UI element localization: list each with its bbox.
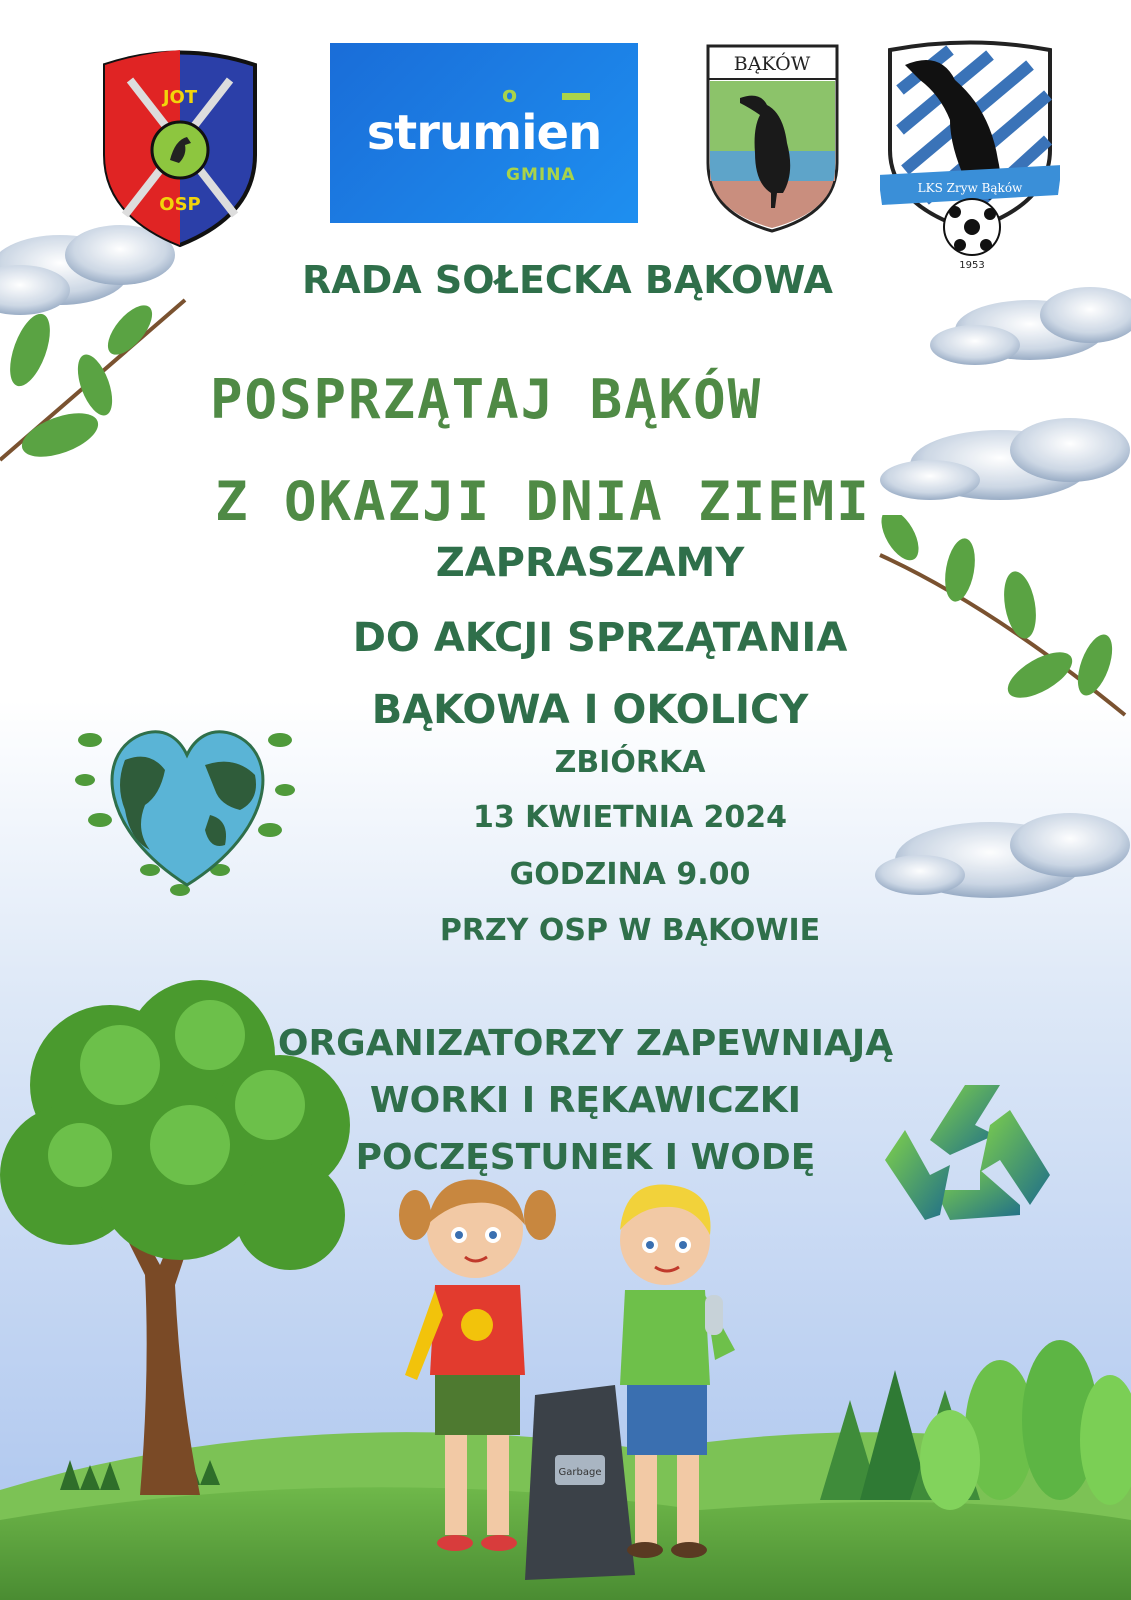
garbage-bag-label: Garbage — [558, 1467, 602, 1478]
bakow-crest-label: BĄKÓW — [733, 53, 811, 75]
provided-line1: ORGANIZATORZY ZAPEWNIAJĄ — [277, 1023, 894, 1064]
strumien-mark-dash — [562, 93, 590, 100]
garbage-bag — [525, 1385, 635, 1580]
osp-crest-top-text: JOT — [162, 87, 198, 108]
lks-year: 1953 — [959, 260, 985, 271]
organizer-heading: RADA SOŁECKA BĄKOWA — [302, 258, 833, 302]
cloud-right-3 — [875, 813, 1130, 898]
earth-heart-icon — [70, 700, 305, 900]
event-title-line2: Z OKAZJI DNIA ZIEMI — [215, 470, 871, 533]
strumien-gmina-label: GMINA — [506, 165, 576, 185]
invite-line1: ZAPRASZAMY — [435, 540, 745, 586]
strumien-mark-o: o — [502, 83, 518, 108]
lks-zryw-crest-logo — [880, 40, 1060, 275]
osp-crest-logo — [95, 45, 265, 250]
meeting-label: ZBIÓRKA — [554, 745, 706, 780]
osp-crest-bottom-text: OSP — [159, 194, 201, 215]
lks-banner-text: LKS Zryw Bąków — [917, 181, 1023, 195]
invite-line2: DO AKCJI SPRZĄTANIA — [352, 615, 848, 661]
meeting-place: PRZY OSP W BĄKOWIE — [439, 913, 821, 948]
provided-line3: POCZĘSTUNEK I WODĘ — [355, 1137, 816, 1178]
strumien-wordmark: strumien — [366, 105, 602, 161]
children-cleaning-illustration — [395, 1175, 755, 1595]
gmina-strumien-logo — [330, 43, 638, 223]
meeting-time: GODZINA 9.00 — [509, 857, 751, 892]
boy-figure — [620, 1185, 735, 1558]
cloud-right-2 — [880, 418, 1130, 500]
event-title-line1: POSPRZĄTAJ BĄKÓW — [210, 368, 763, 431]
tree-icon — [0, 975, 370, 1495]
recycle-icon — [880, 1080, 1060, 1250]
bakow-crest-logo — [705, 43, 840, 235]
provided-line2: WORKI I RĘKAWICZKI — [369, 1080, 802, 1121]
branch-left — [0, 290, 190, 480]
invite-line3: BĄKOWA I OKOLICY — [371, 687, 809, 733]
meeting-date: 13 KWIETNIA 2024 — [472, 800, 788, 835]
